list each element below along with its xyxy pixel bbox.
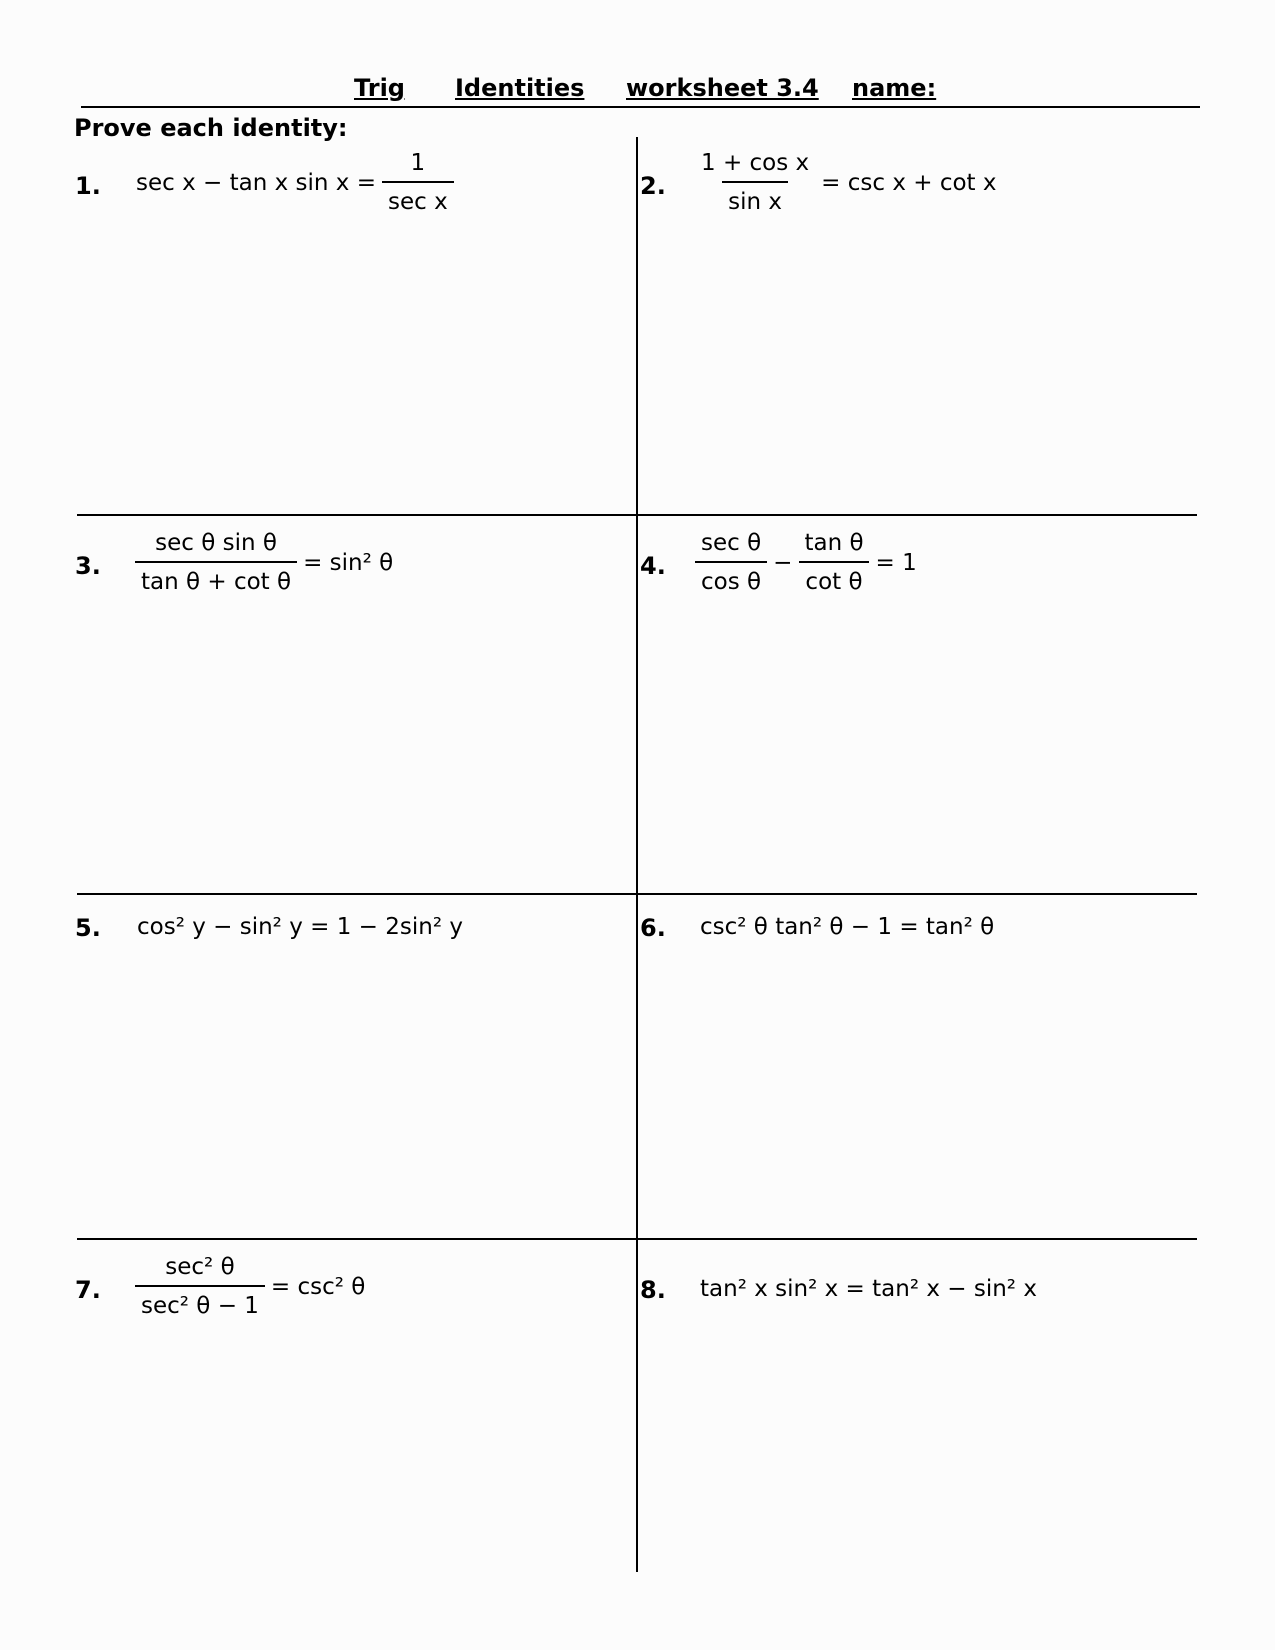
problem-4-numerator-a: sec θ: [701, 530, 762, 556]
problem-4-fraction-a: [695, 530, 767, 595]
center-divider: [636, 137, 638, 1572]
problem-6-expression: csc² θ tan² θ − 1 = tan² θ: [700, 914, 995, 940]
instructions: Prove each identity:: [74, 114, 348, 142]
problem-4-fraction-b: [798, 530, 869, 595]
problem-2-fraction: [695, 150, 815, 215]
header-worksheet: worksheet 3.4: [626, 74, 819, 102]
problem-4-denominator-b: cot θ: [799, 561, 868, 595]
problem-1-denominator: sec x: [382, 181, 454, 215]
problem-1-numerator: 1: [410, 150, 426, 176]
problem-5-number: 5.: [75, 914, 101, 942]
problem-2-number: 2.: [640, 172, 666, 200]
problem-3-number: 3.: [75, 552, 101, 580]
problem-5-identity: [134, 914, 466, 940]
problem-1-identity: [133, 150, 457, 215]
problem-4-identity: [692, 530, 920, 595]
problem-4-denominator-a: cos θ: [695, 561, 767, 595]
header-trig: Trig: [354, 74, 405, 102]
problem-6-identity: [697, 914, 997, 940]
row-divider-2: [77, 893, 1197, 895]
problem-7-fraction: [135, 1254, 265, 1319]
problem-4-numerator-b: tan θ: [804, 530, 864, 556]
problem-3-rhs: = sin² θ: [303, 549, 394, 576]
problem-1-fraction: [382, 150, 454, 215]
problem-3-numerator: sec θ sin θ: [155, 530, 277, 556]
problem-8-expression: tan² x sin² x = tan² x − sin² x: [700, 1276, 1037, 1302]
problem-3-denominator: tan θ + cot θ: [135, 561, 297, 595]
problem-4-number: 4.: [640, 552, 666, 580]
problem-7-identity: [132, 1254, 368, 1319]
problem-2-numerator: 1 + cos x: [701, 150, 810, 176]
header-name-label: name:: [852, 74, 937, 102]
problem-5-expression: cos² y − sin² y = 1 − 2sin² y: [137, 914, 463, 940]
problem-1-number: 1.: [75, 172, 101, 200]
row-divider-1: [77, 514, 1197, 516]
problem-3-fraction: [135, 530, 297, 595]
problem-7-rhs: = csc² θ: [270, 1273, 366, 1300]
problem-8-identity: [697, 1276, 1040, 1302]
problem-4-operator: −: [773, 549, 793, 576]
problem-7-number: 7.: [75, 1276, 101, 1304]
problem-2-identity: [692, 150, 1000, 215]
problem-1-lhs: sec x − tan x sin x =: [136, 169, 376, 196]
problem-3-identity: [132, 530, 396, 595]
problem-7-denominator: sec² θ − 1: [135, 1285, 265, 1319]
row-divider-3: [77, 1238, 1197, 1240]
header-rule[interactable]: [81, 106, 1200, 108]
problem-8-number: 8.: [640, 1276, 666, 1304]
problem-2-rhs: = csc x + cot x: [821, 169, 997, 196]
problem-6-number: 6.: [640, 914, 666, 942]
problem-4-rhs: = 1: [875, 549, 917, 576]
header-identities: Identities: [455, 74, 585, 102]
problem-7-numerator: sec² θ: [165, 1254, 235, 1280]
problem-2-denominator: sin x: [722, 181, 788, 215]
